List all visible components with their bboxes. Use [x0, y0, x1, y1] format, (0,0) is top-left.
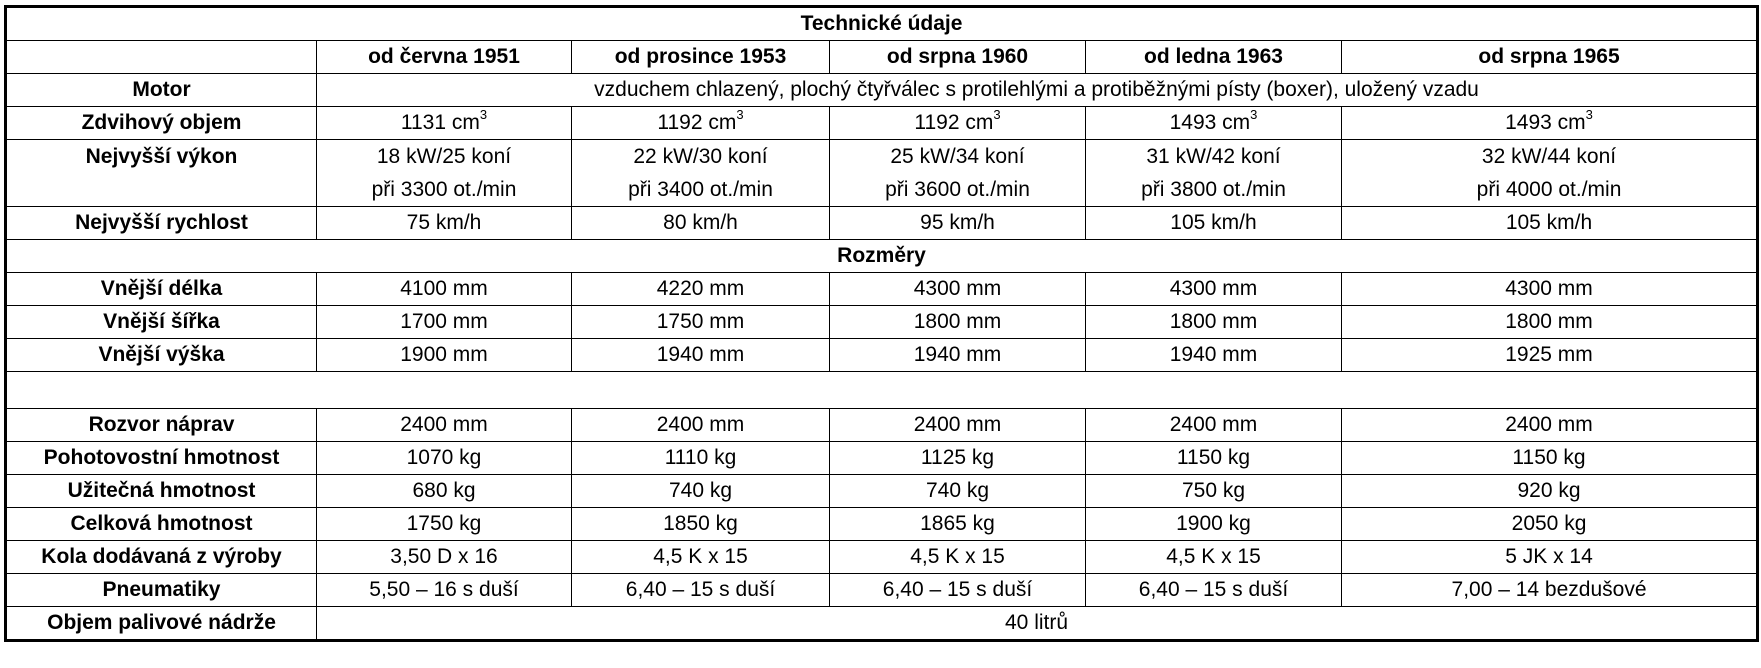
row-label: Celková hmotnost — [6, 508, 317, 541]
table-row — [6, 306, 1758, 339]
table-cell: 1800 mm — [830, 306, 1086, 339]
row-label: Rozvor náprav — [6, 409, 317, 442]
row-label: Zdvihový objem — [6, 107, 317, 140]
table-cell: 2400 mm — [1342, 409, 1758, 442]
header-row — [6, 41, 1758, 74]
technical-data-table — [4, 5, 1759, 642]
table-cell: 105 km/h — [1086, 207, 1342, 240]
row-label: Motor — [6, 74, 317, 107]
table-row — [6, 607, 1758, 641]
table-cell: 1070 kg — [317, 442, 572, 475]
table-row — [6, 339, 1758, 372]
column-header: od prosince 1953 — [572, 41, 830, 74]
table-row — [6, 574, 1758, 607]
section-row — [6, 240, 1758, 273]
title-row — [6, 7, 1758, 41]
table-cell: 80 km/h — [572, 207, 830, 240]
table-row — [6, 475, 1758, 508]
table-cell: 920 kg — [1342, 475, 1758, 508]
table-cell: 1192 $cm^3$ — [572, 107, 830, 140]
column-header: od ledna 1963 — [1086, 41, 1342, 74]
table-cell: 5,50 – 16 s duší — [317, 574, 572, 607]
table-cell: 1800 mm — [1342, 306, 1758, 339]
table-cell: 2400 mm — [317, 409, 572, 442]
table-cell: 1900 mm — [317, 339, 572, 372]
table-cell: 1750 mm — [572, 306, 830, 339]
fuel-tank-value: 40 litrů — [317, 607, 1758, 641]
table-cell: 95 km/h — [830, 207, 1086, 240]
table-cell: 2050 kg — [1342, 508, 1758, 541]
table-cell: 1493 $cm^3$ — [1086, 107, 1342, 140]
section-title: Rozměry — [6, 240, 1758, 273]
table-cell: 22 kW/30 koní při 3400 ot./min — [572, 140, 830, 207]
column-header: od srpna 1965 — [1342, 41, 1758, 74]
table-row — [6, 107, 1758, 140]
table-cell: 1865 kg — [830, 508, 1086, 541]
table-cell: 4100 mm — [317, 273, 572, 306]
table-row — [6, 74, 1758, 107]
row-label: Kola dodávaná z výroby — [6, 541, 317, 574]
table-cell: 1700 mm — [317, 306, 572, 339]
table-row — [6, 508, 1758, 541]
table-title: Technické údaje — [6, 7, 1758, 41]
table-row — [6, 140, 1758, 207]
row-label: Objem palivové nádrže — [6, 607, 317, 641]
table-cell: 4300 mm — [1086, 273, 1342, 306]
table-cell: 1940 mm — [1086, 339, 1342, 372]
table-cell: 1150 kg — [1342, 442, 1758, 475]
table-cell: 740 kg — [830, 475, 1086, 508]
table-cell: 1131 $cm^3$ — [317, 107, 572, 140]
table-cell: 4300 mm — [1342, 273, 1758, 306]
table-row — [6, 409, 1758, 442]
table-cell: 32 kW/44 koní při 4000 ot./min — [1342, 140, 1758, 207]
row-label: Vnější výška — [6, 339, 317, 372]
motor-value: vzduchem chlazený, plochý čtyřválec s protilehlými a protiběžnými písty (boxer), uložený vzadu — [317, 74, 1758, 107]
table-cell: 1493 $cm^3$ — [1342, 107, 1758, 140]
table-cell: 2400 mm — [1086, 409, 1342, 442]
empty-row — [6, 372, 1758, 409]
table-cell: 25 kW/34 koní při 3600 ot./min — [830, 140, 1086, 207]
table-cell: 6,40 – 15 s duší — [572, 574, 830, 607]
spec-table-wrapper — [4, 5, 1759, 642]
header-corner — [6, 41, 317, 74]
row-label: Vnější šířka — [6, 306, 317, 339]
table-cell: 4300 mm — [830, 273, 1086, 306]
table-cell: 31 kW/42 koní při 3800 ot./min — [1086, 140, 1342, 207]
row-label: Nejvyšší výkon — [6, 140, 317, 207]
table-cell: 3,50 D x 16 — [317, 541, 572, 574]
row-label: Vnější délka — [6, 273, 317, 306]
table-cell: 1940 mm — [572, 339, 830, 372]
table-cell: 680 kg — [317, 475, 572, 508]
table-cell: 1150 kg — [1086, 442, 1342, 475]
table-cell: 1110 kg — [572, 442, 830, 475]
table-cell: 1192 $cm^3$ — [830, 107, 1086, 140]
table-cell: 4220 mm — [572, 273, 830, 306]
table-cell: 750 kg — [1086, 475, 1342, 508]
table-cell: 1750 kg — [317, 508, 572, 541]
table-cell: 6,40 – 15 s duší — [830, 574, 1086, 607]
table-cell: 1800 mm — [1086, 306, 1342, 339]
empty-cell — [6, 372, 1758, 409]
table-cell: 18 kW/25 koní při 3300 ot./min — [317, 140, 572, 207]
table-row — [6, 541, 1758, 574]
table-cell: 75 km/h — [317, 207, 572, 240]
table-cell: 4,5 K x 15 — [1086, 541, 1342, 574]
column-header: od června 1951 — [317, 41, 572, 74]
table-cell: 5 JK x 14 — [1342, 541, 1758, 574]
table-cell: 6,40 – 15 s duší — [1086, 574, 1342, 607]
column-header: od srpna 1960 — [830, 41, 1086, 74]
table-row — [6, 207, 1758, 240]
table-cell: 1940 mm — [830, 339, 1086, 372]
table-row — [6, 273, 1758, 306]
table-cell: 1125 kg — [830, 442, 1086, 475]
row-label: Nejvyšší rychlost — [6, 207, 317, 240]
table-cell: 105 km/h — [1342, 207, 1758, 240]
table-cell: 2400 mm — [572, 409, 830, 442]
table-cell: 2400 mm — [830, 409, 1086, 442]
table-cell: 1900 kg — [1086, 508, 1342, 541]
table-cell: 1850 kg — [572, 508, 830, 541]
table-cell: 7,00 – 14 bezdušové — [1342, 574, 1758, 607]
row-label: Pohotovostní hmotnost — [6, 442, 317, 475]
table-cell: 4,5 K x 15 — [830, 541, 1086, 574]
table-cell: 740 kg — [572, 475, 830, 508]
row-label: Pneumatiky — [6, 574, 317, 607]
table-cell: 1925 mm — [1342, 339, 1758, 372]
table-row — [6, 442, 1758, 475]
table-cell: 4,5 K x 15 — [572, 541, 830, 574]
row-label: Užitečná hmotnost — [6, 475, 317, 508]
